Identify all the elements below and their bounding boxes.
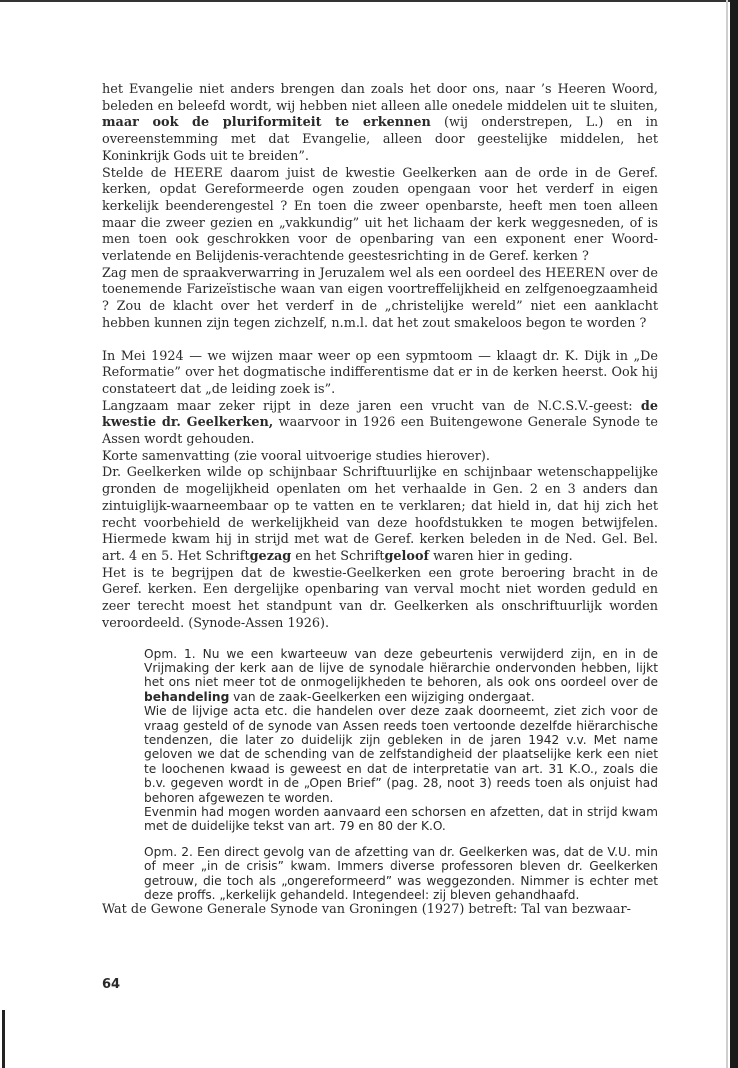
emphasis: maar ook de pluriformiteit te erkennen <box>102 115 431 131</box>
paragraph: het Evangelie niet anders brengen dan zoals het door ons, naar ’s Heeren Woord, beleden en beleefd wordt, wij hebben niet alleen alle onedele middelen uit te sluiten, maar ook de pluriformiteit te erkennen (wij onderstrepen, L.) en in overeenstemming met dat Evangelie, alleen door geestelijke middelen, het Koninkrijk Gods uit te breiden”. <box>102 82 658 164</box>
note-paragraph: Evenmin had mogen worden aanvaard een schorsen en afzetten, dat in strijd kwam met de duidelijke tekst van art. 79 en 80 der K.O. <box>144 804 658 834</box>
paragraph: Het is te begrijpen dat de kwestie-Geelkerken een grote beroering bracht in de Geref. kerken. Een dergelijke openbaring van verval mocht niet worden geduld en zeer terecht moest het standpunt van dr. Geelkerken als onschriftuurlijk worden veroordeeld. (Synode-Assen 1926). <box>102 565 658 631</box>
emphasis: gezag <box>249 548 292 564</box>
paragraph: Zag men de spraakverwarring in Jeruzalem wel als een oordeel des HEEREN over de toenemende Farizeïstische waan van eigen voortreffelijkheid en zelfgenoegzaamheid ? Zou de klacht over het verderf in de „christelijke wereld” niet een aanklacht hebben kunnen zijn tegen zichzelf, n.m.l. dat het zout smakeloos begon te worden ? <box>102 265 658 331</box>
notes-block <box>144 647 658 903</box>
scan-right-edge <box>730 0 738 1068</box>
note-paragraph: Opm. 1. Nu we een kwarteeuw van deze gebeurtenis verwijderd zijn, en in de Vrijmaking der kerk aan de lijve de synodale hiërarchie ondervonden hebben, lijkt het ons niet meer tot de onmogelijkheden te behoren, als ook ons oordeel over de behandeling van de zaak-Geelkerken een wijziging ondergaat. <box>144 646 658 704</box>
paragraph: Langzaam maar zeker rijpt in deze jaren een vrucht van de N.C.S.V.-geest: de kwestie dr. Geelkerken, waarvoor in 1926 een Buitengewone Generale Synode te Assen wordt gehouden. <box>102 398 658 448</box>
page-body <box>102 82 658 919</box>
emphasis: geloof <box>384 548 429 564</box>
page-number: 64 <box>102 977 121 992</box>
paragraph: In Mei 1924 — we wijzen maar weer op een sypmtoom — klaagt dr. K. Dijk in „De Reformatie” over het dogmatische indifferentisme dat er in de kerken heerst. Ook hij constateert dat „de leiding zoek is”. <box>102 348 658 397</box>
scan-left-edge <box>2 1010 5 1068</box>
paragraph: Dr. Geelkerken wilde op schijnbaar Schriftuurlijke en schijnbaar wetenschappelijke gronden de mogelijkheid openlaten om het verhaalde in Gen. 2 en 3 anders dan zintuiglijk-waarneembaar op te vatten en te verklaren; dat hield in, dat hij zich het recht voorbehield de werkelijkheid van deze hoofdstukken te mogen betwijfelen. Hiermede kwam hij in strijd met wat de Geref. kerken beleden in de Ned. Gel. Bel. art. 4 en 5. Het Schriftgezag en het Schriftgeloof waren hier in geding. <box>102 465 658 564</box>
paragraph: Korte samenvatting (zie vooral uitvoerige studies hierover). <box>102 448 490 464</box>
closing-line: Wat de Gewone Generale Synode van Groningen (1927) betreft: Tal van bezwaar- <box>102 902 631 918</box>
paragraph-gap <box>144 834 658 845</box>
main-text <box>102 82 658 633</box>
emphasis: de kwestie dr. Geelkerken, <box>102 398 658 431</box>
paragraph-gap <box>102 333 658 349</box>
scan-top-edge <box>0 0 730 2</box>
emphasis: behandeling <box>144 689 230 704</box>
note-paragraph: Opm. 2. Een direct gevolg van de afzetting van dr. Geelkerken was, dat de V.U. min of meer „in de crisis” kwam. Immers diverse professoren bleven dr. Geelkerken getrouw, die toch als „ongereformeerd” was weggezonden. Nimmer is echter met deze proffs. „kerkelijk gehandeld. Integendeel: zij bleven gehandhaafd. <box>144 844 658 902</box>
paragraph: Stelde de HEERE daarom juist de kwestie Geelkerken aan de orde in de Geref. kerken, opdat Gereformeerde ogen zouden opengaan voor het verderf in eigen kerkelijk beenderengestel ? En toen die zweer openbarste, heeft men toen alleen maar die zweer gezien en „vakkundig” uit het lichaam der kerk weggesneden, of is men toen ook geschrokken voor de openbaring van een exponent ener Woord-verlatende en Belijdenis-verachtende geestesrichting in de Geref. kerken ? <box>102 165 658 265</box>
note-paragraph: Wie de lijvige acta etc. die handelen over deze zaak doorneemt, ziet zich voor de vraag gesteld of de synode van Assen reeds toen vertoonde dezelfde hiërarchische tendenzen, die later zo duidelijk zijn gebleken in de jaren 1942 v.v. Met name geloven we dat de schending van de zelfstandigheid der plaatselijke kerk een niet te loochenen kwaad is geweest en dat de interpretatie van art. 31 K.O., zoals die b.v. gegeven wordt in de „Open Brief” (pag. 28, noot 3) reeds toen als onjuist had behoren afgewezen te worden. <box>144 704 658 805</box>
scan-right-shadow <box>726 0 728 1068</box>
